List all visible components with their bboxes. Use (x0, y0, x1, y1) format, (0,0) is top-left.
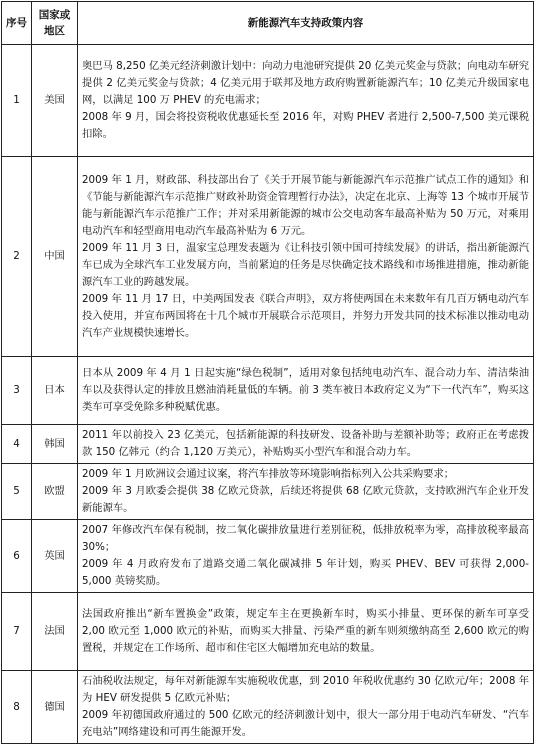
table-row (2, 357, 534, 425)
table-row (2, 520, 534, 593)
table-row (2, 425, 534, 464)
policy-paragraph: 石油税收法规定，每年对新能源车实施税收优惠，到 2010 年税收优惠约 30 亿欧元/年；2008 年为 HEV 研发提供 5 亿欧元补贴； (82, 675, 529, 704)
row-country: 英国 (32, 520, 78, 593)
row-index: 3 (2, 357, 32, 425)
policy-paragraph: 2009 年 11 月 3 日，温家宝总理发表题为《让科技引领中国可持续发展》的讲话，指出新能源汽车已成为全球汽车工业发展方向，当前紧迫的任务是尽快确定技术路线和市场推进措施，推动新能源汽车工业的跨越发展。 (82, 241, 529, 288)
policy-paragraph: 2009 年 4 月政府发布了道路交通二氧化碳减排 5 年计划，购买 PHEV、BEV 可获得 2,000-5,000 英镑奖励。 (82, 558, 529, 587)
row-country: 韩国 (32, 425, 78, 464)
policy-paragraph: 2008 年 9 月，国会将投资税收优惠延长至 2016 年，对购 PHEV 者进行 2,500-7,500 美元课税扣除。 (82, 111, 529, 140)
table-row (2, 464, 534, 520)
policy-paragraph: 2009 年 1 月欧洲议会通过议案，将汽车排放等环境影响指标列入公共采购要求； (82, 468, 455, 480)
row-index: 1 (2, 45, 32, 157)
table-row (2, 671, 534, 744)
row-index: 6 (2, 520, 32, 593)
table-row (2, 45, 534, 157)
row-country: 美国 (32, 45, 78, 157)
policy-paragraph: 2009 年 11 月 17 日，中美两国发表《联合声明》，双方将使两国在未来数年有几百万辆电动汽车投入使用，并宣布两国将在十几个城市开展联合示范项目，并努力开发共同的技术标准以推动电动汽车产业规模快速增长。 (82, 292, 529, 339)
header-content: 新能源汽车支持政策内容 (78, 2, 534, 45)
policy-paragraph: 2007 年修改汽车保有税制，按二氧化碳排放量进行差别征税，低排放税率为零，高排放税率最高 30%； (82, 524, 529, 553)
policy-paragraph: 2009 年初德国政府通过的 500 亿欧元的经济刺激计划中，很大一部分用于电动汽车研发、“汽车充电站”网络建设和可再生能源开发。 (82, 709, 529, 738)
policy-table (1, 1, 534, 744)
row-country: 德国 (32, 671, 78, 744)
policy-paragraph: 奥巴马 8,250 亿美元经济刺激计划中：向动力电池研究提供 20 亿美元奖金与贷款；向电动车研究提供 2 亿美元奖金与贷款；4 亿美元用于联邦及地方政府购置新能源汽车；10 亿美元升级国家电网，以满足 100 万 PHEV 的充电需求； (82, 60, 529, 106)
policy-paragraph: 2011 年以前投入 23 亿美元，包括新能源的科技研发、设备补助与差额补助等；政府正在考虑拨款 150 亿韩元（约合 1,120 万美元），补贴购买小型汽车和混合动力车。 (82, 429, 529, 458)
row-index: 2 (2, 157, 32, 357)
row-policy-content (78, 157, 534, 357)
policy-paragraph: 法国政府推出“新车置换金”政策，规定车主在更换新车时，购买小排量、更环保的新车可享受 2,00 欧元至 1,000 欧元的补贴，而购买大排量、污染严重的新车则须缴纳高至 2,600 欧元的购置税，并规定在工作场所、超市和住宅区大幅增加充电站的数量。 (82, 608, 529, 654)
row-policy-content (78, 464, 534, 520)
row-policy-content (78, 425, 534, 464)
row-policy-content (78, 45, 534, 157)
row-policy-content (78, 593, 534, 671)
row-country: 日本 (32, 357, 78, 425)
table-row (2, 157, 534, 357)
header-index: 序号 (2, 2, 32, 45)
header-region: 国家或地区 (32, 2, 78, 45)
row-policy-content (78, 671, 534, 744)
row-index: 8 (2, 671, 32, 744)
row-country: 法国 (32, 593, 78, 671)
table-header-row (2, 2, 534, 45)
row-index: 7 (2, 593, 32, 671)
row-index: 5 (2, 464, 32, 520)
row-country: 中国 (32, 157, 78, 357)
row-policy-content (78, 357, 534, 425)
row-policy-content (78, 520, 534, 593)
row-country: 欧盟 (32, 464, 78, 520)
policy-paragraph: 日本从 2009 年 4 月 1 日起实施“绿色税制”，适用对象包括纯电动汽车、混合动力车、清洁柴油车以及获得认定的排放且燃油消耗量低的车辆。前 3 类车被日本政府定义为“下一代汽车”，购买这类车可享受免除多种税赋优惠。 (82, 367, 529, 413)
policy-paragraph: 2009 年 3 月欧委会提供 38 亿欧元贷款，后续还将提供 68 亿欧元贷款，支持欧洲汽车企业开发新能源车。 (82, 485, 529, 514)
row-index: 4 (2, 425, 32, 464)
table-row (2, 593, 534, 671)
policy-paragraph: 2009 年 1 月，财政部、科技部出台了《关于开展节能与新能源汽车示范推广试点工作的通知》和《节能与新能源汽车示范推广财政补助资金管理暂行办法》，决定在北京、上海等 13 个城市开展节能与新能源汽车示范推广工作；并对采用新能源的城市公交电动客车最高补贴为 50 万元，对乘用电动汽车和轻型商用电动汽车最高补贴为 6 万元。 (82, 173, 529, 237)
